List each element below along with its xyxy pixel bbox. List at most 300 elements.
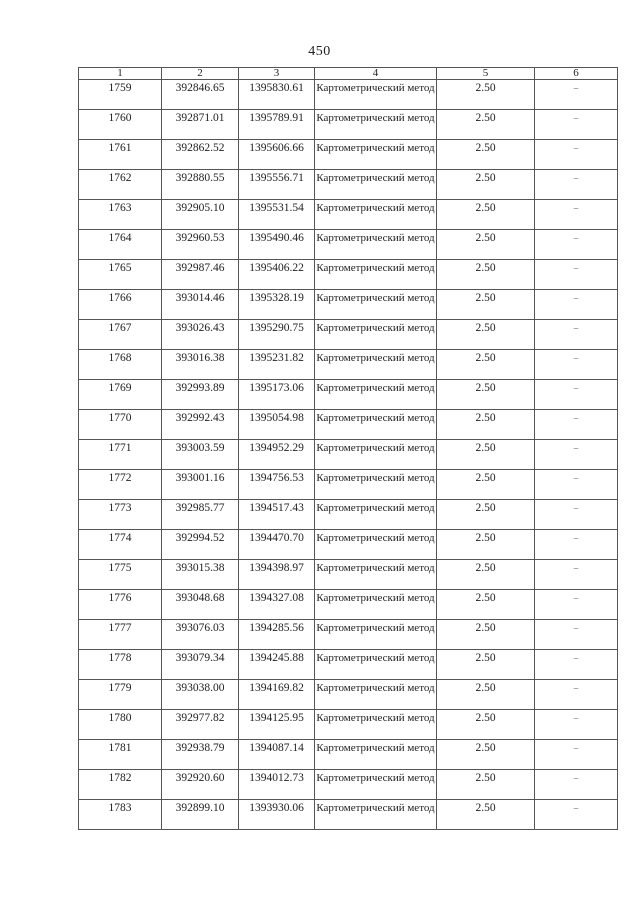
- x-coordinate-text: 393076.03: [175, 622, 225, 634]
- table-row: [79, 560, 618, 590]
- y-coordinate-cell: [239, 560, 315, 590]
- x-coordinate-text: 392977.82: [175, 712, 225, 724]
- method-text: Картометрический метод: [316, 112, 435, 124]
- point-number-text: 1766: [108, 292, 132, 304]
- x-coordinate-text: 393048.68: [175, 592, 225, 604]
- point-number-cell: [79, 500, 162, 530]
- x-coordinate-text: 392938.79: [175, 742, 225, 754]
- table-row: [79, 740, 618, 770]
- method-cell: [315, 500, 437, 530]
- note-text: –: [573, 353, 579, 363]
- note-cell: [535, 560, 618, 590]
- accuracy-cell: [437, 740, 535, 770]
- point-number-cell: [79, 800, 162, 830]
- method-text: Картометрический метод: [316, 502, 435, 514]
- note-cell: [535, 80, 618, 110]
- point-number-text: 1760: [108, 112, 132, 124]
- accuracy-cell: [437, 200, 535, 230]
- method-cell: [315, 470, 437, 500]
- note-text: –: [573, 533, 579, 543]
- x-coordinate-cell: [162, 260, 239, 290]
- y-coordinate-cell: [239, 800, 315, 830]
- point-number-cell: [79, 590, 162, 620]
- x-coordinate-cell: [162, 470, 239, 500]
- table-row: [79, 290, 618, 320]
- method-text: Картометрический метод: [316, 472, 435, 484]
- x-coordinate-text: 392846.65: [175, 82, 225, 94]
- x-coordinate-text: 392960.53: [175, 232, 225, 244]
- accuracy-cell: [437, 410, 535, 440]
- point-number-cell: [79, 260, 162, 290]
- y-coordinate-text: 1394245.88: [249, 652, 304, 664]
- point-number-cell: [79, 710, 162, 740]
- x-coordinate-text: 392871.01: [175, 112, 225, 124]
- note-text: –: [573, 443, 579, 453]
- method-text: Картометрический метод: [316, 382, 435, 394]
- method-cell: [315, 80, 437, 110]
- table-row: [79, 470, 618, 500]
- point-number-text: 1779: [108, 682, 132, 694]
- x-coordinate-cell: [162, 350, 239, 380]
- y-coordinate-text: 1394756.53: [249, 472, 304, 484]
- y-coordinate-text: 1394169.82: [249, 682, 304, 694]
- point-number-text: 1772: [108, 472, 132, 484]
- y-coordinate-text: 1395606.66: [249, 142, 304, 154]
- y-coordinate-cell: [239, 710, 315, 740]
- method-text: Картометрический метод: [316, 82, 435, 94]
- point-number-text: 1782: [108, 772, 132, 784]
- y-coordinate-text: 1394285.56: [249, 622, 304, 634]
- y-coordinate-cell: [239, 260, 315, 290]
- table-row: [79, 200, 618, 230]
- accuracy-cell: [437, 710, 535, 740]
- method-text: Картометрический метод: [316, 292, 435, 304]
- note-cell: [535, 410, 618, 440]
- x-coordinate-text: 392899.10: [175, 802, 225, 814]
- column-header: 1: [79, 68, 162, 80]
- note-text: –: [573, 203, 579, 213]
- note-cell: [535, 530, 618, 560]
- method-cell: [315, 170, 437, 200]
- x-coordinate-text: 393014.46: [175, 292, 225, 304]
- method-cell: [315, 230, 437, 260]
- method-text: Картометрический метод: [316, 682, 435, 694]
- table-row: [79, 170, 618, 200]
- table-row: [79, 800, 618, 830]
- y-coordinate-cell: [239, 350, 315, 380]
- note-cell: [535, 380, 618, 410]
- y-coordinate-text: 1395531.54: [249, 202, 304, 214]
- accuracy-cell: [437, 230, 535, 260]
- y-coordinate-text: 1395490.46: [249, 232, 304, 244]
- accuracy-cell: [437, 380, 535, 410]
- method-cell: [315, 320, 437, 350]
- accuracy-cell: [437, 590, 535, 620]
- x-coordinate-cell: [162, 620, 239, 650]
- accuracy-cell: [437, 290, 535, 320]
- x-coordinate-text: 393001.16: [175, 472, 225, 484]
- accuracy-cell: [437, 80, 535, 110]
- method-cell: [315, 740, 437, 770]
- note-text: –: [573, 653, 579, 663]
- x-coordinate-cell: [162, 740, 239, 770]
- y-coordinate-cell: [239, 80, 315, 110]
- method-text: Картометрический метод: [316, 262, 435, 274]
- accuracy-text: 2.50: [475, 112, 496, 124]
- y-coordinate-cell: [239, 740, 315, 770]
- point-number-cell: [79, 80, 162, 110]
- point-number-text: 1771: [108, 442, 132, 454]
- accuracy-text: 2.50: [475, 472, 496, 484]
- table-row: [79, 710, 618, 740]
- y-coordinate-text: 1395290.75: [249, 322, 304, 334]
- note-text: –: [573, 563, 579, 573]
- coordinates-table: [78, 67, 618, 830]
- y-coordinate-text: 1395789.91: [249, 112, 304, 124]
- x-coordinate-cell: [162, 800, 239, 830]
- accuracy-cell: [437, 140, 535, 170]
- method-text: Картометрический метод: [316, 712, 435, 724]
- point-number-text: 1769: [108, 382, 132, 394]
- x-coordinate-text: 393016.38: [175, 352, 225, 364]
- accuracy-cell: [437, 470, 535, 500]
- note-text: –: [573, 173, 579, 183]
- x-coordinate-text: 392993.89: [175, 382, 225, 394]
- method-cell: [315, 620, 437, 650]
- accuracy-cell: [437, 650, 535, 680]
- table-row: [79, 590, 618, 620]
- x-coordinate-text: 393026.43: [175, 322, 225, 334]
- point-number-cell: [79, 320, 162, 350]
- y-coordinate-text: 1394517.43: [249, 502, 304, 514]
- x-coordinate-text: 393079.34: [175, 652, 225, 664]
- note-text: –: [573, 143, 579, 153]
- accuracy-cell: [437, 110, 535, 140]
- note-cell: [535, 290, 618, 320]
- y-coordinate-cell: [239, 170, 315, 200]
- accuracy-cell: [437, 680, 535, 710]
- accuracy-text: 2.50: [475, 232, 496, 244]
- note-cell: [535, 110, 618, 140]
- accuracy-cell: [437, 530, 535, 560]
- note-text: –: [573, 383, 579, 393]
- column-header: 3: [239, 68, 315, 80]
- table-row: [79, 140, 618, 170]
- note-cell: [535, 740, 618, 770]
- method-text: Картометрический метод: [316, 652, 435, 664]
- page-number: 450: [308, 44, 331, 59]
- accuracy-text: 2.50: [475, 382, 496, 394]
- accuracy-text: 2.50: [475, 532, 496, 544]
- y-coordinate-cell: [239, 530, 315, 560]
- x-coordinate-cell: [162, 710, 239, 740]
- table-row: [79, 770, 618, 800]
- note-cell: [535, 800, 618, 830]
- x-coordinate-cell: [162, 200, 239, 230]
- method-cell: [315, 770, 437, 800]
- table-body: [79, 68, 618, 830]
- method-cell: [315, 440, 437, 470]
- method-text: Картометрический метод: [316, 142, 435, 154]
- method-text: Картометрический метод: [316, 442, 435, 454]
- point-number-text: 1773: [108, 502, 132, 514]
- method-text: Картометрический метод: [316, 802, 435, 814]
- point-number-cell: [79, 380, 162, 410]
- point-number-cell: [79, 680, 162, 710]
- method-cell: [315, 800, 437, 830]
- x-coordinate-cell: [162, 230, 239, 260]
- point-number-cell: [79, 140, 162, 170]
- y-coordinate-text: 1394327.08: [249, 592, 304, 604]
- method-cell: [315, 110, 437, 140]
- method-text: Картометрический метод: [316, 622, 435, 634]
- method-cell: [315, 350, 437, 380]
- accuracy-text: 2.50: [475, 142, 496, 154]
- point-number-text: 1759: [108, 82, 132, 94]
- point-number-text: 1778: [108, 652, 132, 664]
- x-coordinate-cell: [162, 320, 239, 350]
- note-cell: [535, 260, 618, 290]
- point-number-text: 1774: [108, 532, 132, 544]
- y-coordinate-text: 1394952.29: [249, 442, 304, 454]
- note-cell: [535, 320, 618, 350]
- method-cell: [315, 410, 437, 440]
- y-coordinate-text: 1395231.82: [249, 352, 304, 364]
- accuracy-cell: [437, 800, 535, 830]
- point-number-text: 1765: [108, 262, 132, 274]
- table-row: [79, 320, 618, 350]
- x-coordinate-cell: [162, 530, 239, 560]
- point-number-text: 1767: [108, 322, 132, 334]
- point-number-cell: [79, 170, 162, 200]
- note-text: –: [573, 773, 579, 783]
- note-cell: [535, 770, 618, 800]
- point-number-text: 1761: [108, 142, 132, 154]
- x-coordinate-cell: [162, 560, 239, 590]
- table-row: [79, 530, 618, 560]
- y-coordinate-cell: [239, 680, 315, 710]
- x-coordinate-cell: [162, 440, 239, 470]
- method-cell: [315, 560, 437, 590]
- accuracy-text: 2.50: [475, 262, 496, 274]
- note-text: –: [573, 263, 579, 273]
- x-coordinate-text: 392992.43: [175, 412, 225, 424]
- method-text: Картометрический метод: [316, 202, 435, 214]
- accuracy-cell: [437, 260, 535, 290]
- note-text: –: [573, 713, 579, 723]
- accuracy-text: 2.50: [475, 352, 496, 364]
- y-coordinate-text: 1394125.95: [249, 712, 304, 724]
- accuracy-text: 2.50: [475, 322, 496, 334]
- accuracy-text: 2.50: [475, 412, 496, 424]
- method-text: Картометрический метод: [316, 532, 435, 544]
- table-row: [79, 80, 618, 110]
- point-number-cell: [79, 560, 162, 590]
- x-coordinate-cell: [162, 380, 239, 410]
- accuracy-text: 2.50: [475, 772, 496, 784]
- y-coordinate-cell: [239, 230, 315, 260]
- note-cell: [535, 230, 618, 260]
- x-coordinate-text: 392987.46: [175, 262, 225, 274]
- x-coordinate-text: 392862.52: [175, 142, 225, 154]
- method-cell: [315, 260, 437, 290]
- note-text: –: [573, 623, 579, 633]
- y-coordinate-cell: [239, 110, 315, 140]
- method-cell: [315, 200, 437, 230]
- point-number-cell: [79, 290, 162, 320]
- method-text: Картометрический метод: [316, 352, 435, 364]
- accuracy-text: 2.50: [475, 742, 496, 754]
- note-cell: [535, 170, 618, 200]
- point-number-text: 1781: [108, 742, 132, 754]
- method-cell: [315, 530, 437, 560]
- y-coordinate-text: 1394087.14: [249, 742, 304, 754]
- note-cell: [535, 620, 618, 650]
- point-number-text: 1775: [108, 562, 132, 574]
- point-number-text: 1763: [108, 202, 132, 214]
- x-coordinate-cell: [162, 110, 239, 140]
- x-coordinate-cell: [162, 680, 239, 710]
- y-coordinate-text: 1395556.71: [249, 172, 304, 184]
- x-coordinate-cell: [162, 140, 239, 170]
- point-number-cell: [79, 110, 162, 140]
- x-coordinate-text: 392880.55: [175, 172, 225, 184]
- y-coordinate-text: 1395830.61: [249, 82, 304, 94]
- column-header: 5: [437, 68, 535, 80]
- y-coordinate-cell: [239, 770, 315, 800]
- point-number-text: 1762: [108, 172, 132, 184]
- accuracy-text: 2.50: [475, 82, 496, 94]
- note-cell: [535, 680, 618, 710]
- note-text: –: [573, 293, 579, 303]
- point-number-text: 1783: [108, 802, 132, 814]
- x-coordinate-text: 392905.10: [175, 202, 225, 214]
- x-coordinate-cell: [162, 410, 239, 440]
- y-coordinate-cell: [239, 200, 315, 230]
- y-coordinate-text: 1395406.22: [249, 262, 304, 274]
- note-text: –: [573, 473, 579, 483]
- method-text: Картометрический метод: [316, 232, 435, 244]
- column-header: 6: [535, 68, 618, 80]
- table-row: [79, 380, 618, 410]
- note-text: –: [573, 743, 579, 753]
- accuracy-text: 2.50: [475, 172, 496, 184]
- accuracy-text: 2.50: [475, 592, 496, 604]
- y-coordinate-cell: [239, 380, 315, 410]
- y-coordinate-cell: [239, 140, 315, 170]
- y-coordinate-text: 1394012.73: [249, 772, 304, 784]
- method-cell: [315, 650, 437, 680]
- note-text: –: [573, 83, 579, 93]
- note-text: –: [573, 593, 579, 603]
- x-coordinate-text: 392994.52: [175, 532, 225, 544]
- x-coordinate-cell: [162, 80, 239, 110]
- x-coordinate-cell: [162, 500, 239, 530]
- accuracy-text: 2.50: [475, 202, 496, 214]
- y-coordinate-text: 1395328.19: [249, 292, 304, 304]
- x-coordinate-text: 392920.60: [175, 772, 225, 784]
- accuracy-cell: [437, 500, 535, 530]
- y-coordinate-text: 1393930.06: [249, 802, 304, 814]
- y-coordinate-text: 1395173.06: [249, 382, 304, 394]
- note-cell: [535, 650, 618, 680]
- accuracy-text: 2.50: [475, 652, 496, 664]
- point-number-cell: [79, 770, 162, 800]
- accuracy-cell: [437, 320, 535, 350]
- point-number-cell: [79, 350, 162, 380]
- point-number-text: 1780: [108, 712, 132, 724]
- method-text: Картометрический метод: [316, 592, 435, 604]
- point-number-cell: [79, 200, 162, 230]
- accuracy-text: 2.50: [475, 502, 496, 514]
- x-coordinate-cell: [162, 290, 239, 320]
- note-text: –: [573, 323, 579, 333]
- accuracy-text: 2.50: [475, 292, 496, 304]
- accuracy-cell: [437, 440, 535, 470]
- y-coordinate-cell: [239, 320, 315, 350]
- table-row: [79, 500, 618, 530]
- note-text: –: [573, 803, 579, 813]
- x-coordinate-text: 393038.00: [175, 682, 225, 694]
- x-coordinate-cell: [162, 170, 239, 200]
- accuracy-cell: [437, 350, 535, 380]
- y-coordinate-text: 1395054.98: [249, 412, 304, 424]
- method-cell: [315, 380, 437, 410]
- method-text: Картометрический метод: [316, 412, 435, 424]
- table-row: [79, 410, 618, 440]
- x-coordinate-cell: [162, 590, 239, 620]
- note-cell: [535, 200, 618, 230]
- y-coordinate-text: 1394398.97: [249, 562, 304, 574]
- y-coordinate-cell: [239, 470, 315, 500]
- method-text: Картометрический метод: [316, 322, 435, 334]
- x-coordinate-cell: [162, 650, 239, 680]
- table-row: [79, 650, 618, 680]
- method-text: Картометрический метод: [316, 172, 435, 184]
- y-coordinate-cell: [239, 290, 315, 320]
- column-header: 2: [162, 68, 239, 80]
- table-row: [79, 440, 618, 470]
- table-row: [79, 680, 618, 710]
- point-number-text: 1768: [108, 352, 132, 364]
- x-coordinate-cell: [162, 770, 239, 800]
- method-cell: [315, 590, 437, 620]
- note-text: –: [573, 503, 579, 513]
- accuracy-text: 2.50: [475, 682, 496, 694]
- table-row: [79, 620, 618, 650]
- note-cell: [535, 710, 618, 740]
- note-text: –: [573, 233, 579, 243]
- point-number-cell: [79, 530, 162, 560]
- point-number-cell: [79, 410, 162, 440]
- point-number-text: 1777: [108, 622, 132, 634]
- point-number-text: 1764: [108, 232, 132, 244]
- method-cell: [315, 680, 437, 710]
- table-row: [79, 260, 618, 290]
- note-cell: [535, 500, 618, 530]
- note-text: –: [573, 683, 579, 693]
- note-text: –: [573, 113, 579, 123]
- point-number-text: 1776: [108, 592, 132, 604]
- note-cell: [535, 440, 618, 470]
- x-coordinate-text: 392985.77: [175, 502, 225, 514]
- accuracy-text: 2.50: [475, 712, 496, 724]
- y-coordinate-cell: [239, 440, 315, 470]
- note-cell: [535, 140, 618, 170]
- note-cell: [535, 590, 618, 620]
- note-cell: [535, 350, 618, 380]
- y-coordinate-cell: [239, 590, 315, 620]
